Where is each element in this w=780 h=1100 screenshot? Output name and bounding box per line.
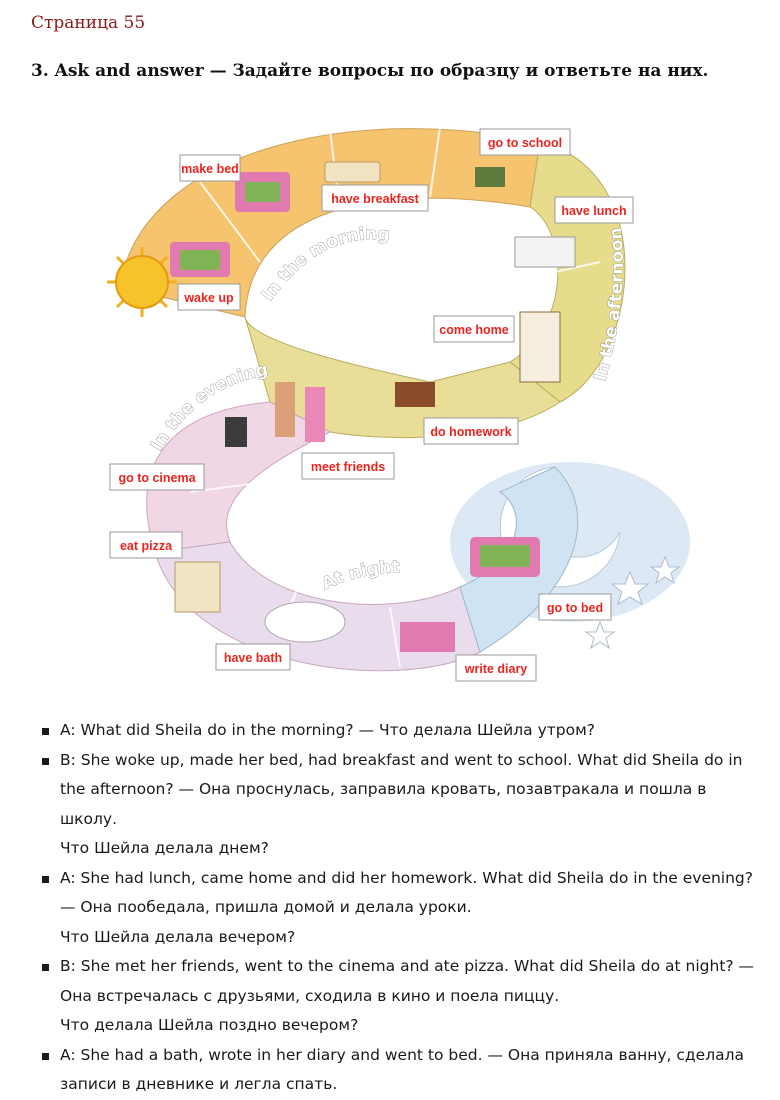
daily-routine-illustration xyxy=(100,112,690,697)
dialogue-line: Что Шейла делала днем? xyxy=(60,839,269,857)
svg-text:eat pizza: eat pizza xyxy=(119,539,173,553)
svg-text:have breakfast: have breakfast xyxy=(331,192,419,206)
dialogue-item xyxy=(40,746,768,864)
exercise-title: 3. Ask and answer — Задайте вопросы по образцу и ответьте на них. xyxy=(31,61,709,81)
dialogue-item xyxy=(40,716,768,746)
svg-text:have bath: have bath xyxy=(223,651,283,665)
sun-icon xyxy=(107,247,177,317)
section-title-morning: In the morning xyxy=(257,224,391,305)
activity-label-come-home xyxy=(434,316,514,342)
dialogue-line: Что делала Шейла поздно вечером? xyxy=(60,1016,359,1034)
activity-label-go-to-bed xyxy=(539,594,611,620)
dialogue-line: B: She woke up, made her bed, had breakfast and went to school. What did Sheila do in the afternoon? — Она проснулась, заправила кровать, позавтракала и пошла в школу. xyxy=(60,750,743,828)
dialogue-line: A: What did Sheila do in the morning? — Что делала Шейла утром? xyxy=(60,721,596,739)
dialogue-line: A: She had lunch, came home and did her homework. What did Sheila do in the evening? — Она пообедала, пришла домой и делала уроки. xyxy=(60,868,753,916)
svg-text:make bed: make bed xyxy=(181,162,239,176)
svg-text:write diary: write diary xyxy=(464,662,528,676)
activity-label-wake-up xyxy=(178,284,240,310)
svg-text:go to bed: go to bed xyxy=(546,601,604,615)
activity-label-go-to-school xyxy=(480,129,570,155)
section-title-afternoon: In the afternoon xyxy=(590,226,628,384)
page-link[interactable]: Страница 55 xyxy=(31,13,146,33)
svg-text:go to cinema: go to cinema xyxy=(118,471,196,485)
svg-text:meet friends: meet friends xyxy=(310,460,386,474)
activity-label-have-lunch xyxy=(555,197,633,223)
svg-text:have lunch: have lunch xyxy=(561,204,627,218)
svg-text:go to school: go to school xyxy=(487,136,563,150)
dialogue-list xyxy=(40,716,768,1100)
section-title-evening: In the evening xyxy=(147,359,270,455)
activity-label-write-diary xyxy=(456,655,536,681)
activity-label-have-breakfast xyxy=(322,185,428,211)
activity-label-eat-pizza xyxy=(110,532,182,558)
activity-label-do-homework xyxy=(424,418,518,444)
svg-text:wake up: wake up xyxy=(184,291,234,305)
activity-label-have-bath xyxy=(216,644,290,670)
svg-text:come home: come home xyxy=(439,323,509,337)
activity-label-meet-friends xyxy=(302,453,394,479)
dialogue-line: A: She had a bath, wrote in her diary and went to bed. — Она приняла ванну, сделала записи в дневнике и легла спать. xyxy=(60,1045,744,1093)
activity-label-go-to-cinema xyxy=(110,464,204,490)
dialogue-item xyxy=(40,952,768,1041)
dialogue-line: Что Шейла делала вечером? xyxy=(60,927,296,946)
dialogue-line: B: She met her friends, went to the cinema and ate pizza. What did Sheila do at night? — Она встречалась с друзьями, сходила в кино и поела пиццу. xyxy=(60,957,755,1005)
dialogue-item xyxy=(40,864,768,953)
svg-text:do homework: do homework xyxy=(430,425,512,439)
dialogue-item xyxy=(40,1041,768,1100)
section-title-night: At night xyxy=(318,557,400,595)
activity-label-make-bed xyxy=(180,155,240,181)
